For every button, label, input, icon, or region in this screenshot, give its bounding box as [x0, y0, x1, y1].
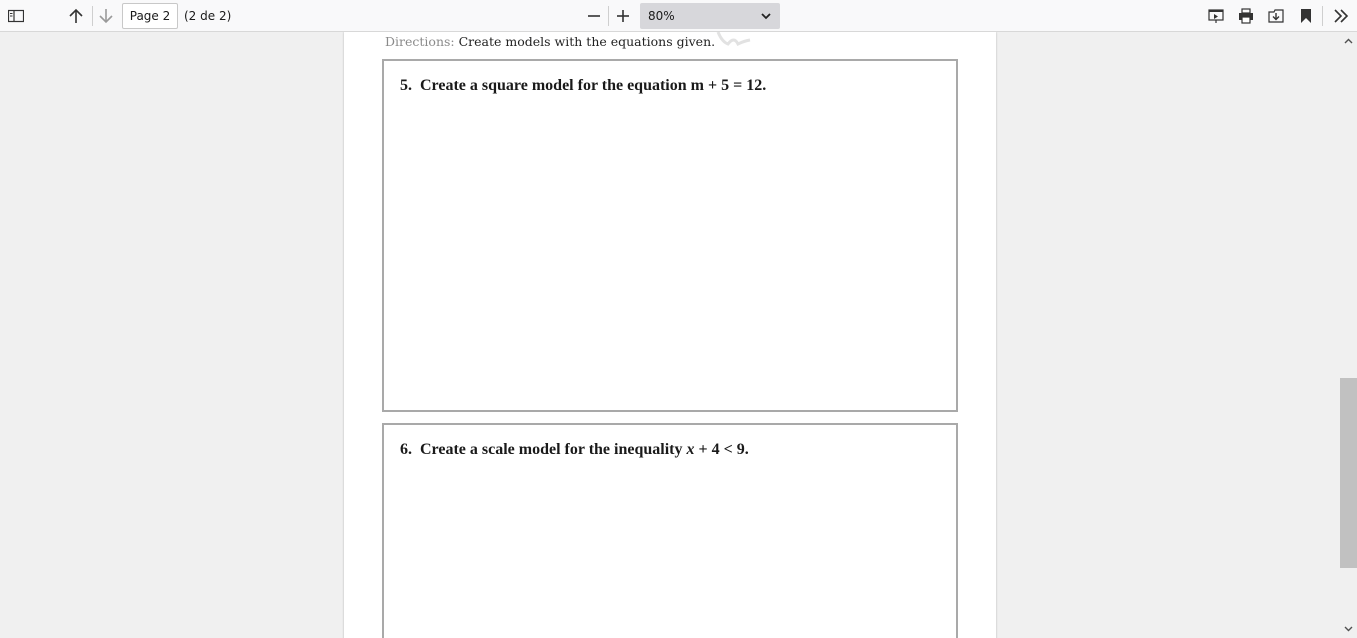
zoom-in-button[interactable] — [611, 4, 635, 28]
page-count-label: (2 de 2) — [184, 9, 232, 23]
question-prompt-end: + 4 < 9. — [694, 441, 749, 458]
pdf-page — [344, 32, 996, 638]
arrow-down-icon — [98, 8, 114, 24]
question-number: 6. — [400, 441, 412, 458]
print-button[interactable] — [1234, 4, 1258, 28]
presentation-mode-button[interactable] — [1204, 4, 1228, 28]
plus-icon — [616, 9, 630, 23]
double-chevron-right-icon — [1333, 8, 1349, 24]
directions-label: Directions: — [385, 34, 455, 49]
pdf-toolbar — [0, 0, 1357, 32]
question-number: 5. — [400, 77, 412, 94]
bookmark-icon — [1300, 8, 1312, 24]
question-6-box — [382, 423, 958, 638]
sidebar-toggle-icon — [8, 9, 24, 23]
toolbar-separator — [608, 6, 609, 26]
toolbar-separator — [1322, 6, 1323, 26]
chevron-down-icon — [1344, 626, 1353, 632]
question-5-box — [382, 59, 958, 412]
print-icon — [1238, 8, 1254, 24]
document-viewer[interactable] — [0, 32, 1340, 638]
next-page-button[interactable] — [94, 4, 118, 28]
scrollbar-thumb[interactable] — [1340, 378, 1357, 568]
question-prompt: Create a square model for the equation m + 5 = 12. — [420, 77, 767, 94]
zoom-select[interactable] — [640, 3, 780, 29]
directions-body: Create models with the equations given. — [454, 34, 716, 49]
save-icon — [1268, 8, 1284, 24]
sidebar-toggle-button[interactable] — [4, 4, 28, 28]
arrow-up-icon — [68, 8, 84, 24]
scroll-up-button[interactable] — [1342, 35, 1355, 47]
zoom-value: 80% — [648, 9, 675, 23]
page-number-input[interactable] — [122, 3, 178, 29]
chevron-down-icon — [761, 12, 771, 20]
scroll-down-button[interactable] — [1342, 623, 1355, 635]
tools-menu-button[interactable] — [1329, 4, 1353, 28]
minus-icon — [587, 9, 601, 23]
question-variable: x — [686, 441, 695, 458]
previous-page-button[interactable] — [64, 4, 88, 28]
chevron-up-icon — [1344, 38, 1353, 44]
zoom-out-button[interactable] — [582, 4, 606, 28]
vertical-scrollbar[interactable] — [1340, 32, 1357, 638]
bookmark-button[interactable] — [1294, 4, 1318, 28]
directions-text — [385, 34, 715, 49]
save-button[interactable] — [1264, 4, 1288, 28]
decorative-mark — [716, 32, 752, 46]
question-6-text — [400, 441, 749, 459]
toolbar-separator — [92, 6, 93, 26]
question-prompt: Create a scale model for the inequality — [420, 441, 687, 458]
question-5-text — [400, 77, 766, 95]
presentation-icon — [1208, 8, 1224, 24]
